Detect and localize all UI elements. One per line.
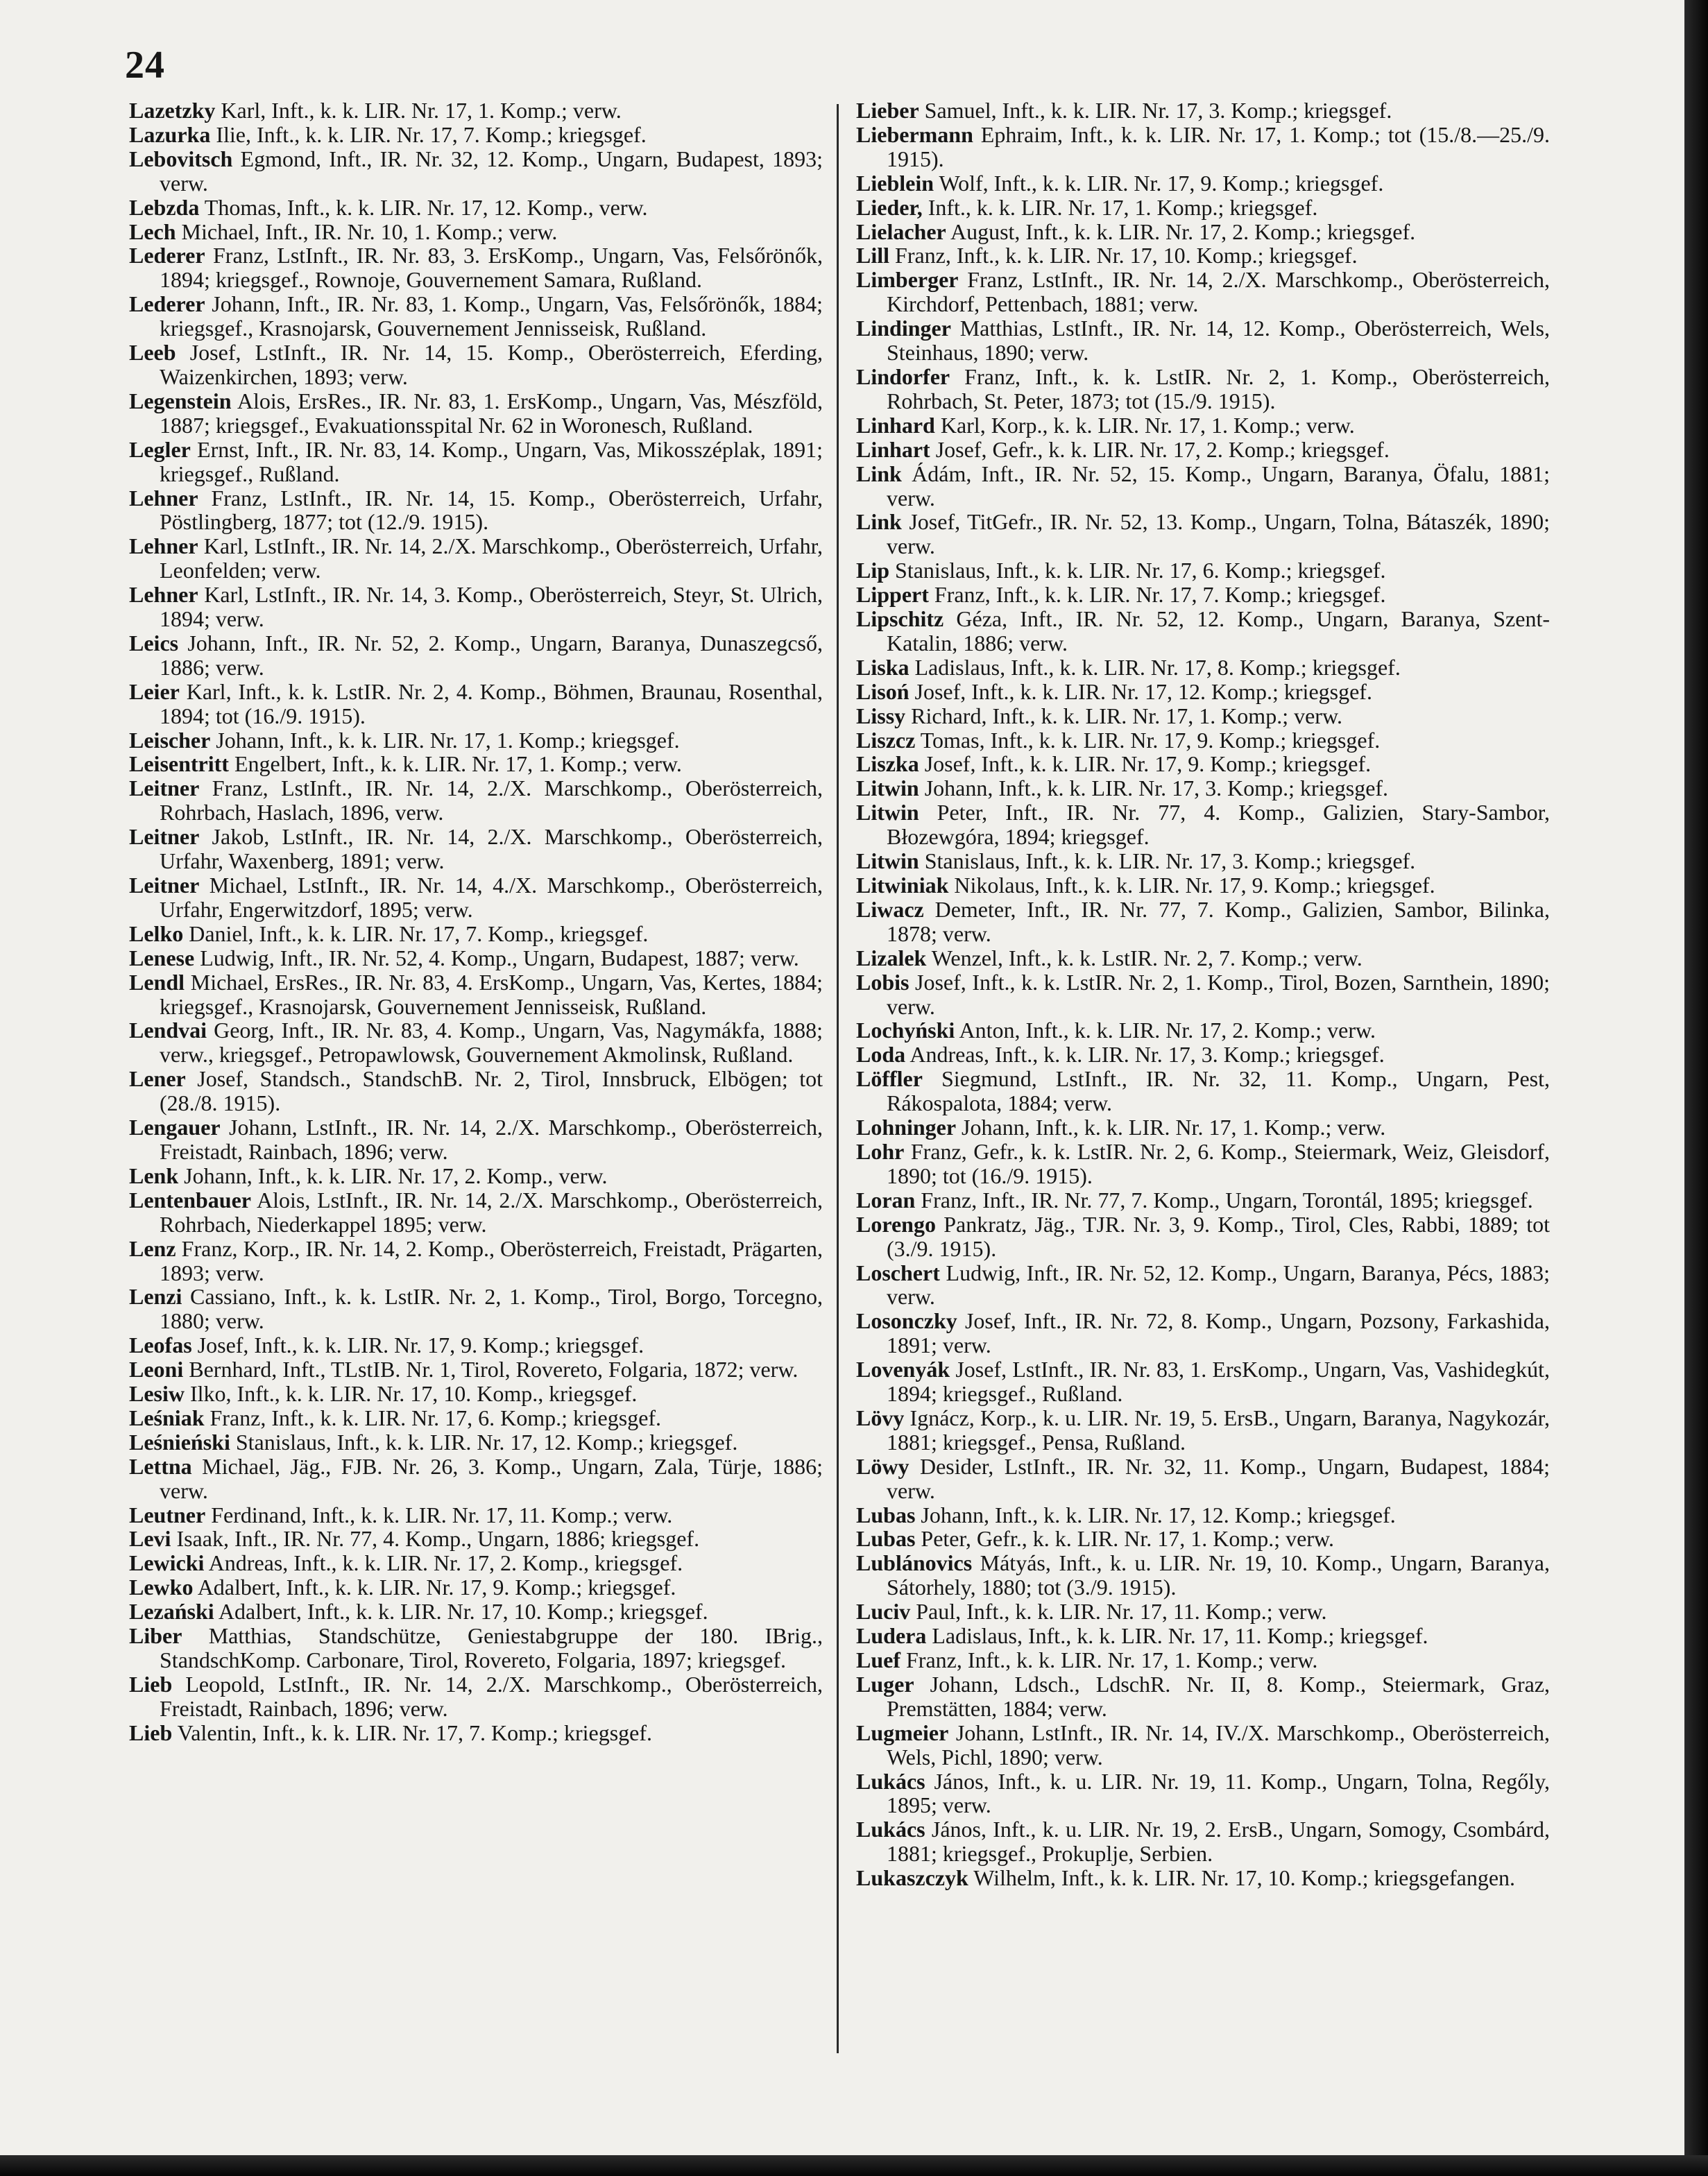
entry-details: Josef, Inft., k. k. LIR. Nr. 17, 12. Komp.; kriegsgef.: [909, 678, 1372, 704]
register-entry: [856, 413, 1550, 438]
register-entry: [856, 365, 1550, 413]
entry-details: Michael, Inft., IR. Nr. 10, 1. Komp.; verw.: [176, 219, 558, 244]
column-divider: [837, 104, 839, 2053]
scan-edge-bottom: [0, 2155, 1708, 2176]
entry-details: Karl, LstInft., IR. Nr. 14, 2./X. Marschkomp., Oberösterreich, Urfahr, Leonfelden; verw.: [160, 533, 823, 583]
register-entry: [856, 1672, 1550, 1721]
entry-details: Ludwig, Inft., IR. Nr. 52, 4. Komp., Ungarn, Budapest, 1887; verw.: [194, 945, 799, 970]
entry-surname: Lenk: [129, 1163, 179, 1188]
register-entry: [856, 970, 1550, 1019]
entry-surname: Liwacz: [856, 896, 924, 922]
entry-details: Wilhelm, Inft., k. k. LIR. Nr. 17, 10. Komp.; kriegsgefangen.: [968, 1865, 1516, 1891]
entry-details: Mátyás, Inft., k. u. LIR. Nr. 19, 10. Komp., Ungarn, Baranya, Sátorhely, 1880; tot (3./9. 1915).: [887, 1550, 1550, 1600]
entry-details: Ladislaus, Inft., k. k. LIR. Nr. 17, 11. Komp.; kriegsgef.: [926, 1623, 1428, 1649]
register-entry: [129, 1382, 823, 1406]
entry-surname: Lieb: [129, 1671, 173, 1697]
entry-details: Tomas, Inft., k. k. LIR. Nr. 17, 9. Komp.; kriegsgef.: [915, 727, 1381, 753]
register-entry: [856, 946, 1550, 970]
entry-details: Anton, Inft., k. k. LIR. Nr. 17, 2. Komp.; verw.: [955, 1018, 1376, 1043]
entry-details: Karl, Inft., k. k. LstIR. Nr. 2, 4. Komp., Böhmen, Braunau, Rosenthal, 1894; tot (16./9. 1915).: [160, 678, 823, 728]
register-entry: [856, 243, 1550, 268]
entry-surname: Leischer: [129, 727, 211, 753]
entry-surname: Liska: [856, 654, 909, 680]
entry-surname: Litwin: [856, 800, 919, 825]
entry-surname: Lieb: [129, 1720, 173, 1745]
register-entry: [856, 1648, 1550, 1672]
entry-details: Johann, Inft., k. k. LIR. Nr. 17, 2. Komp., verw.: [178, 1163, 608, 1188]
register-entry: [129, 220, 823, 244]
entry-details: Ilko, Inft., k. k. LIR. Nr. 17, 10. Komp., kriegsgef.: [185, 1381, 638, 1407]
register-entry: [129, 438, 823, 486]
entry-details: Isaak, Inft., IR. Nr. 77, 4. Komp., Ungarn, 1886; kriegsgef.: [171, 1526, 700, 1552]
entry-details: Johann, Inft., IR. Nr. 52, 2. Komp., Ungarn, Baranya, Dunaszegcső, 1886; verw.: [160, 630, 823, 680]
entry-surname: Lazetzky: [129, 98, 216, 123]
register-entry: [856, 123, 1550, 171]
entry-surname: Liszka: [856, 751, 919, 777]
register-entry: [129, 1721, 823, 1745]
entry-details: Ludwig, Inft., IR. Nr. 52, 12. Komp., Ungarn, Baranya, Pécs, 1883; verw.: [887, 1260, 1550, 1310]
entry-details: Jakob, LstInft., IR. Nr. 14, 2./X. Marschkomp., Oberösterreich, Urfahr, Waxenberg, 1891; verw.: [160, 824, 823, 874]
entry-surname: Leutner: [129, 1502, 206, 1527]
entry-details: Matthias, Standschütze, Geniestabgruppe der 180. IBrig., StandschKomp. Carbonare, Tirol, Rovereto, Folgaria, 1897; kriegsgef.: [160, 1623, 823, 1672]
entry-surname: Leeb: [129, 340, 176, 366]
entry-surname: Lezański: [129, 1599, 214, 1625]
entry-details: Alois, ErsRes., IR. Nr. 83, 1. ErsKomp., Ungarn, Vas, Mészföld, 1887; kriegsgef., Evakuationsspital Nr. 62 in Woronesch, Rußland.: [160, 388, 823, 438]
entry-details: Georg, Inft., IR. Nr. 83, 4. Komp., Ungarn, Vas, Nagymákfa, 1888; verw., kriegsgef., Petropawlowsk, Gouvernement Akmolinsk, Rußland.: [160, 1018, 823, 1068]
entry-surname: Lukács: [856, 1768, 925, 1794]
entry-details: Franz, Korp., IR. Nr. 14, 2. Komp., Oberösterreich, Freistadt, Prägarten, 1893; verw.: [160, 1235, 823, 1285]
entry-details: János, Inft., k. u. LIR. Nr. 19, 11. Komp., Ungarn, Tolna, Regőly, 1895; verw.: [887, 1768, 1550, 1818]
entry-details: Demeter, Inft., IR. Nr. 77, 7. Komp., Galizien, Sambor, Bilinka, 1878; verw.: [887, 896, 1550, 946]
register-entry: [856, 220, 1550, 244]
entry-details: Ignácz, Korp., k. u. LIR. Nr. 19, 5. ErsB., Ungarn, Baranya, Nagykozár, 1881; kriegsgef., Pensa, Rußland.: [887, 1405, 1550, 1455]
entry-details: Josef, Inft., k. k. LstIR. Nr. 2, 1. Komp., Tirol, Bozen, Sarnthein, 1890; verw.: [887, 969, 1550, 1019]
entry-surname: Lill: [856, 243, 890, 268]
register-entry: [856, 752, 1550, 776]
entry-surname: Lazurka: [129, 121, 211, 147]
entry-details: Josef, Inft., IR. Nr. 72, 8. Komp., Ungarn, Pozsony, Farkashida, 1891; verw.: [887, 1308, 1550, 1358]
register-entry: [856, 171, 1550, 196]
entry-details: Karl, Inft., k. k. LIR. Nr. 17, 1. Komp.; verw.: [215, 98, 622, 123]
register-entry: [129, 1455, 823, 1503]
entry-surname: Linhart: [856, 436, 930, 462]
entry-surname: Leoni: [129, 1357, 184, 1382]
entry-details: Franz, Inft., k. k. LstIR. Nr. 2, 1. Komp., Oberösterreich, Rohrbach, St. Peter, 1873; tot (15./9. 1915).: [887, 363, 1550, 413]
entry-surname: Lövy: [856, 1405, 905, 1430]
entry-surname: Lieblein: [856, 170, 934, 196]
register-entry: [856, 438, 1550, 462]
entry-details: Richard, Inft., k. k. LIR. Nr. 17, 1. Komp.; verw.: [905, 703, 1342, 728]
entry-surname: Leitner: [129, 776, 200, 801]
entry-surname: Lobis: [856, 969, 909, 995]
entry-surname: Lieder,: [856, 194, 923, 220]
entry-surname: Lesiw: [129, 1381, 185, 1407]
entry-details: Paul, Inft., k. k. LIR. Nr. 17, 11. Komp.; verw.: [910, 1599, 1327, 1625]
entry-surname: Lieber: [856, 98, 919, 123]
register-entry: [129, 1237, 823, 1285]
entry-details: Inft., k. k. LIR. Nr. 17, 1. Komp.; kriegsgef.: [922, 194, 1318, 220]
register-entry: [856, 1067, 1550, 1115]
entry-surname: Lissy: [856, 703, 906, 728]
entry-surname: Lech: [129, 219, 176, 244]
register-entry: [856, 316, 1550, 365]
entry-details: Franz, LstInft., IR. Nr. 14, 15. Komp., Oberösterreich, Urfahr, Pöstlingberg, 1877; tot (12./9. 1915).: [160, 485, 823, 535]
register-entry: [856, 1213, 1550, 1261]
entry-details: Géza, Inft., IR. Nr. 52, 12. Komp., Ungarn, Baranya, Szent-Katalin, 1886; verw.: [887, 606, 1550, 656]
register-entry: [856, 728, 1550, 753]
entry-surname: Lengauer: [129, 1115, 221, 1140]
register-entry: [856, 1140, 1550, 1188]
entry-surname: Lovenyák: [856, 1357, 950, 1382]
entry-details: Franz, Inft., k. k. LIR. Nr. 17, 7. Komp.; kriegsgef.: [928, 582, 1386, 608]
entry-surname: Ludera: [856, 1623, 927, 1649]
entry-details: Nikolaus, Inft., k. k. LIR. Nr. 17, 9. Komp.; kriegsgef.: [948, 873, 1435, 898]
right-column: [856, 98, 1550, 1890]
entry-details: Ádám, Inft., IR. Nr. 52, 15. Komp., Ungarn, Baranya, Öfalu, 1881; verw.: [887, 461, 1550, 511]
entry-details: Daniel, Inft., k. k. LIR. Nr. 17, 7. Komp., kriegsgef.: [183, 920, 649, 946]
register-entry: [129, 292, 823, 341]
entry-surname: Leitner: [129, 824, 200, 850]
entry-surname: Lindorfer: [856, 363, 950, 389]
entry-details: Ephraim, Inft., k. k. LIR. Nr. 17, 1. Komp.; tot (15./8.—25./9. 1915).: [887, 121, 1550, 171]
entry-surname: Lenese: [129, 945, 195, 970]
register-entry: [129, 946, 823, 970]
entry-surname: Link: [856, 461, 902, 486]
register-entry: [856, 98, 1550, 123]
entry-surname: Lubas: [856, 1502, 916, 1527]
entry-details: Desider, LstInft., IR. Nr. 32, 11. Komp., Ungarn, Budapest, 1884; verw.: [887, 1453, 1550, 1503]
entry-surname: Lettna: [129, 1453, 192, 1479]
entry-surname: Liebermann: [856, 121, 973, 147]
entry-details: Josef, Gefr., k. k. LIR. Nr. 17, 2. Komp.; kriegsgef.: [930, 436, 1390, 462]
page-number: 24: [125, 44, 165, 87]
entry-surname: Leics: [129, 630, 179, 656]
entry-details: Stanislaus, Inft., k. k. LIR. Nr. 17, 3. Komp.; kriegsgef.: [919, 848, 1416, 874]
entry-details: Ilie, Inft., k. k. LIR. Nr. 17, 7. Komp.; kriegsgef.: [210, 121, 647, 147]
entry-details: Ladislaus, Inft., k. k. LIR. Nr. 17, 8. Komp.; kriegsgef.: [909, 654, 1401, 680]
entry-details: Josef, LstInft., IR. Nr. 14, 15. Komp., Oberösterreich, Eferding, Waizenkirchen, 1893; verw.: [160, 340, 823, 389]
register-entry: [129, 534, 823, 583]
entry-details: Franz, LstInft., IR. Nr. 14, 2./X. Marschkomp., Oberösterreich, Kirchdorf, Pettenbach, 1881; verw.: [887, 267, 1550, 317]
entry-surname: Lochyński: [856, 1018, 955, 1043]
entry-details: Adalbert, Inft., k. k. LIR. Nr. 17, 9. Komp.; kriegsgef.: [193, 1575, 676, 1600]
entry-details: Johann, Inft., k. k. LIR. Nr. 17, 1. Komp.; verw.: [956, 1115, 1386, 1140]
entry-surname: Lip: [856, 558, 890, 583]
entry-surname: Lugmeier: [856, 1720, 949, 1745]
entry-surname: Lizalek: [856, 945, 927, 970]
register-entry: [129, 583, 823, 631]
register-entry: [856, 558, 1550, 583]
entry-details: Josef, Inft., k. k. LIR. Nr. 17, 9. Komp.; kriegsgef.: [919, 751, 1372, 777]
register-entry: [856, 1503, 1550, 1527]
entry-surname: Luger: [856, 1671, 914, 1697]
entry-details: Josef, Inft., k. k. LIR. Nr. 17, 9. Komp.; kriegsgef.: [191, 1333, 644, 1358]
entry-surname: Lendvai: [129, 1018, 207, 1043]
entry-details: Johann, Ldsch., LdschR. Nr. II, 8. Komp., Steiermark, Graz, Premstätten, 1884; verw.: [887, 1671, 1550, 1721]
entry-details: August, Inft., k. k. LIR. Nr. 17, 2. Komp.; kriegsgef.: [946, 219, 1416, 244]
entry-details: Samuel, Inft., k. k. LIR. Nr. 17, 3. Komp.; kriegsgef.: [919, 98, 1392, 123]
entry-surname: Lederer: [129, 243, 205, 268]
register-entry: [856, 196, 1550, 220]
entry-surname: Löffler: [856, 1066, 923, 1092]
register-entry: [856, 1527, 1550, 1551]
entry-details: Engelbert, Inft., k. k. LIR. Nr. 17, 1. Komp.; verw.: [228, 751, 682, 777]
entry-surname: Lewicki: [129, 1550, 205, 1576]
register-entry: [129, 922, 823, 946]
entry-surname: Lindinger: [856, 316, 951, 341]
entry-details: Wolf, Inft., k. k. LIR. Nr. 17, 9. Komp.; kriegsgef.: [934, 170, 1384, 196]
entry-surname: Litwin: [856, 848, 919, 874]
register-entry: [856, 1817, 1550, 1866]
entry-surname: Lohninger: [856, 1115, 957, 1140]
entry-surname: Lublánovics: [856, 1550, 973, 1576]
register-entry: [129, 341, 823, 389]
scan-edge-right: [1684, 0, 1708, 2176]
entry-details: Johann, Inft., IR. Nr. 83, 1. Komp., Ungarn, Vas, Felsőrönők, 1884; kriegsgef., Krasnojarsk, Gouvernement Jennisseisk, Rußland.: [160, 291, 823, 341]
register-entry: [129, 1624, 823, 1672]
register-entry: [129, 1575, 823, 1600]
entry-details: Valentin, Inft., k. k. LIR. Nr. 17, 7. Komp.; kriegsgef.: [172, 1720, 652, 1745]
register-entry: [129, 1551, 823, 1575]
entry-details: Cassiano, Inft., k. k. LstIR. Nr. 2, 1. Komp., Tirol, Borgo, Torcegno, 1880; verw.: [160, 1284, 823, 1334]
entry-details: Michael, LstInft., IR. Nr. 14, 4./X. Marschkomp., Oberösterreich, Urfahr, Engerwitzdorf, 1895; verw.: [160, 873, 823, 922]
register-entry: [129, 1600, 823, 1624]
register-entry: [856, 1770, 1550, 1818]
register-entry: [129, 752, 823, 776]
entry-details: Ferdinand, Inft., k. k. LIR. Nr. 17, 11. Komp.; verw.: [205, 1502, 673, 1527]
entry-details: Adalbert, Inft., k. k. LIR. Nr. 17, 10. Komp.; kriegsgef.: [214, 1599, 708, 1625]
register-entry: [129, 1430, 823, 1455]
register-entry: [856, 1600, 1550, 1624]
entry-details: Stanislaus, Inft., k. k. LIR. Nr. 17, 6. Komp.; kriegsgef.: [889, 558, 1386, 583]
entry-details: Matthias, LstInft., IR. Nr. 14, 12. Komp., Oberösterreich, Wels, Steinhaus, 1890; verw.: [887, 316, 1550, 366]
entry-details: Johann, LstInft., IR. Nr. 14, 2./X. Marschkomp., Oberösterreich, Freistadt, Rainbach, 1896; verw.: [160, 1115, 823, 1164]
entry-details: Thomas, Inft., k. k. LIR. Nr. 17, 12. Komp., verw.: [199, 194, 648, 220]
register-entry: [856, 1043, 1550, 1067]
entry-surname: Lisoń: [856, 678, 909, 704]
register-entry: [129, 825, 823, 873]
entry-details: Johann, LstInft., IR. Nr. 14, IV./X. Marschkomp., Oberösterreich, Wels, Pichl, 1890; verw.: [887, 1720, 1550, 1770]
register-entry: [129, 728, 823, 753]
register-entry: [856, 1188, 1550, 1213]
register-entry: [856, 1018, 1550, 1043]
entry-surname: Lehner: [129, 485, 198, 511]
entry-surname: Lukács: [856, 1817, 925, 1842]
entry-surname: Lukaszczyk: [856, 1865, 968, 1891]
register-entry: [129, 873, 823, 922]
register-entry: [129, 486, 823, 535]
entry-surname: Litwin: [856, 776, 919, 801]
register-entry: [129, 1115, 823, 1164]
entry-surname: Lener: [129, 1066, 186, 1092]
entry-surname: Limberger: [856, 267, 959, 293]
entry-surname: Lehner: [129, 582, 198, 608]
register-entry: [856, 1721, 1550, 1770]
register-entry: [856, 462, 1550, 511]
register-entry: [129, 970, 823, 1019]
entry-details: Karl, Korp., k. k. LIR. Nr. 17, 1. Komp.; verw.: [934, 412, 1355, 438]
register-entry: [856, 898, 1550, 946]
register-entry: [129, 147, 823, 196]
entry-surname: Löwy: [856, 1453, 909, 1479]
entry-details: Leopold, LstInft., IR. Nr. 14, 2./X. Marschkomp., Oberösterreich, Freistadt, Rainbach, 1896; verw.: [160, 1671, 823, 1721]
entry-surname: Leitner: [129, 873, 200, 898]
entry-surname: Liszcz: [856, 727, 916, 753]
register-entry: [856, 680, 1550, 704]
entry-details: Siegmund, LstInft., IR. Nr. 32, 11. Komp., Ungarn, Pest, Rákospalota, 1884; verw.: [887, 1066, 1550, 1116]
entry-surname: Litwiniak: [856, 873, 949, 898]
entry-details: Josef, TitGefr., IR. Nr. 52, 13. Komp., Ungarn, Tolna, Bátaszék, 1890; verw.: [887, 509, 1550, 559]
register-entry: [129, 1357, 823, 1382]
entry-surname: Lederer: [129, 291, 205, 317]
entry-details: Franz, Inft., k. k. LIR. Nr. 17, 10. Komp.; kriegsgef.: [889, 243, 1358, 268]
register-entry: [856, 1455, 1550, 1503]
entry-surname: Legler: [129, 436, 191, 462]
register-entry: [856, 1866, 1550, 1890]
register-entry: [856, 1624, 1550, 1648]
entry-surname: Linhard: [856, 412, 935, 438]
register-entry: [129, 196, 823, 220]
left-column: [129, 98, 823, 1745]
entry-surname: Levi: [129, 1526, 171, 1552]
entry-details: Johann, Inft., k. k. LIR. Nr. 17, 12. Komp.; kriegsgef.: [915, 1502, 1396, 1527]
entry-details: Peter, Gefr., k. k. LIR. Nr. 17, 1. Komp.; verw.: [915, 1526, 1335, 1552]
entry-details: Alois, LstInft., IR. Nr. 14, 2./X. Marschkomp., Oberösterreich, Rohrbach, Niederkappel 1895; verw.: [160, 1187, 823, 1237]
entry-details: Michael, Jäg., FJB. Nr. 26, 3. Komp., Ungarn, Zala, Türje, 1886; verw.: [160, 1453, 823, 1503]
register-entry: [129, 776, 823, 825]
entry-details: Johann, Inft., k. k. LIR. Nr. 17, 1. Komp.; kriegsgef.: [210, 727, 680, 753]
entry-surname: Lipschitz: [856, 606, 944, 632]
entry-surname: Lelko: [129, 920, 184, 946]
register-entry: [856, 1261, 1550, 1310]
register-entry: [129, 389, 823, 438]
register-entry: [856, 510, 1550, 558]
register-entry: [856, 1357, 1550, 1406]
entry-details: Peter, Inft., IR. Nr. 77, 4. Komp., Galizien, Stary-Sambor, Błozewgóra, 1894; kriegsgef.: [887, 800, 1550, 850]
entry-surname: Loda: [856, 1042, 906, 1068]
register-entry: [129, 631, 823, 680]
register-entry: [129, 1285, 823, 1333]
register-entry: [129, 1527, 823, 1551]
register-entry: [129, 1018, 823, 1067]
entry-surname: Leisentritt: [129, 751, 229, 777]
register-entry: [129, 123, 823, 147]
register-entry: [856, 268, 1550, 316]
entry-surname: Leśniak: [129, 1405, 205, 1430]
entry-surname: Link: [856, 509, 902, 535]
entry-surname: Lebovitsch: [129, 146, 233, 171]
entry-surname: Lentenbauer: [129, 1187, 251, 1213]
entry-surname: Lendl: [129, 969, 185, 995]
entry-surname: Leśnieński: [129, 1429, 230, 1455]
entry-details: Franz, Inft., k. k. LIR. Nr. 17, 1. Komp.; verw.: [900, 1647, 1318, 1672]
register-entry: [129, 1067, 823, 1115]
entry-surname: Liber: [129, 1623, 182, 1649]
entry-details: Wenzel, Inft., k. k. LstIR. Nr. 2, 7. Komp.; verw.: [926, 945, 1363, 970]
entry-details: Johann, Inft., k. k. LIR. Nr. 17, 3. Komp.; kriegsgef.: [919, 776, 1389, 801]
entry-details: János, Inft., k. u. LIR. Nr. 19, 2. ErsB., Ungarn, Somogy, Csombárd, 1881; kriegsgef., Prokuplje, Serbien.: [887, 1817, 1550, 1867]
register-entry: [856, 1551, 1550, 1600]
register-entry: [856, 583, 1550, 607]
entry-details: Franz, Inft., IR. Nr. 77, 7. Komp., Ungarn, Torontál, 1895; kriegsgef.: [915, 1187, 1533, 1213]
entry-surname: Lenz: [129, 1235, 176, 1261]
register-entry: [856, 800, 1550, 849]
entry-surname: Lebzda: [129, 194, 200, 220]
register-entry: [129, 1333, 823, 1357]
register-entry: [856, 607, 1550, 656]
register-entry: [129, 1164, 823, 1188]
register-entry: [129, 1503, 823, 1527]
entry-details: Karl, LstInft., IR. Nr. 14, 3. Komp., Oberösterreich, Steyr, St. Ulrich, 1894; verw.: [160, 582, 823, 632]
register-entry: [129, 243, 823, 292]
entry-details: Michael, ErsRes., IR. Nr. 83, 4. ErsKomp., Ungarn, Vas, Kertes, 1884; kriegsgef., Krasnojarsk, Gouvernement Jennisseisk, Rußland.: [160, 969, 823, 1019]
entry-surname: Lewko: [129, 1575, 194, 1600]
register-entry: [856, 873, 1550, 898]
entry-details: Egmond, Inft., IR. Nr. 32, 12. Komp., Ungarn, Budapest, 1893; verw.: [160, 146, 823, 196]
register-entry: [129, 680, 823, 728]
entry-surname: Lenzi: [129, 1284, 182, 1310]
entry-surname: Legenstein: [129, 388, 232, 413]
entry-details: Stanislaus, Inft., k. k. LIR. Nr. 17, 12. Komp.; kriegsgef.: [230, 1429, 738, 1455]
entry-details: Pankratz, Jäg., TJR. Nr. 3, 9. Komp., Tirol, Cles, Rabbi, 1889; tot (3./9. 1915).: [887, 1211, 1550, 1261]
entry-details: Bernhard, Inft., TLstIB. Nr. 1, Tirol, Rovereto, Folgaria, 1872; verw.: [183, 1357, 799, 1382]
entry-details: Josef, Standsch., StandschB. Nr. 2, Tirol, Innsbruck, Elbögen; tot (28./8. 1915).: [160, 1066, 823, 1116]
entry-surname: Lippert: [856, 582, 929, 608]
register-entry: [856, 704, 1550, 728]
register-entry: [856, 776, 1550, 800]
register-entry: [856, 849, 1550, 873]
entry-details: Ernst, Inft., IR. Nr. 83, 14. Komp., Ungarn, Vas, Mikosszéplak, 1891; kriegsgef., Rußland.: [160, 436, 823, 486]
entry-surname: Losonczky: [856, 1308, 957, 1334]
register-entry: [129, 98, 823, 123]
register-entry: [129, 1406, 823, 1430]
entry-surname: Lorengo: [856, 1211, 936, 1237]
entry-details: Franz, Gefr., k. k. LstIR. Nr. 2, 6. Komp., Steiermark, Weiz, Gleisdorf, 1890; tot (16./9. 1915).: [887, 1138, 1550, 1188]
entry-details: Josef, LstInft., IR. Nr. 83, 1. ErsKomp., Ungarn, Vas, Vashidegkút, 1894; kriegsgef., Rußland.: [887, 1357, 1550, 1407]
entry-details: Franz, LstInft., IR. Nr. 83, 3. ErsKomp., Ungarn, Vas, Felsőrönők, 1894; kriegsgef., Rownoje, Gouvernement Samara, Rußland.: [160, 243, 823, 293]
entry-surname: Leier: [129, 678, 180, 704]
register-entry: [129, 1672, 823, 1721]
register-entry: [856, 1309, 1550, 1357]
entry-details: Andreas, Inft., k. k. LIR. Nr. 17, 2. Komp., kriegsgef.: [204, 1550, 683, 1576]
entry-surname: Lohr: [856, 1138, 905, 1164]
entry-surname: Lielacher: [856, 219, 946, 244]
entry-surname: Loran: [856, 1187, 916, 1213]
entry-surname: Luef: [856, 1647, 900, 1672]
entry-details: Franz, Inft., k. k. LIR. Nr. 17, 6. Komp.; kriegsgef.: [204, 1405, 662, 1430]
register-entry: [129, 1188, 823, 1237]
entry-details: Franz, LstInft., IR. Nr. 14, 2./X. Marschkomp., Oberösterreich, Rohrbach, Haslach, 1896, verw.: [160, 776, 823, 825]
entry-details: Andreas, Inft., k. k. LIR. Nr. 17, 3. Komp.; kriegsgef.: [905, 1042, 1385, 1068]
register-entry: [856, 1406, 1550, 1455]
register-entry: [856, 656, 1550, 680]
register-entry: [856, 1115, 1550, 1140]
entry-surname: Lehner: [129, 533, 198, 559]
entry-surname: Leofas: [129, 1333, 192, 1358]
entry-surname: Lubas: [856, 1526, 916, 1552]
entry-surname: Luciv: [856, 1599, 911, 1625]
entry-surname: Loschert: [856, 1260, 940, 1285]
